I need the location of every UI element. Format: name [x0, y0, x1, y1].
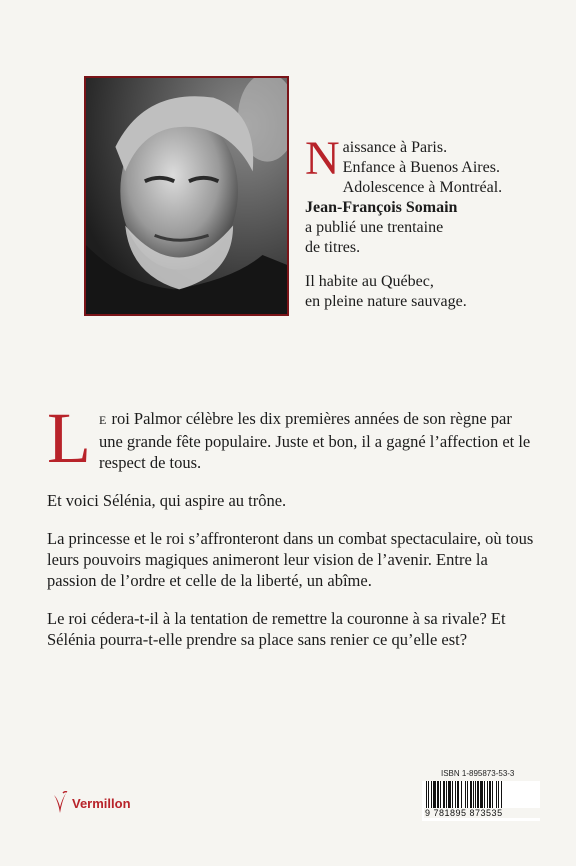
barcode-bars: [422, 781, 540, 811]
bio-line-published: a publié une trentaine: [305, 219, 444, 236]
bio-line-titles: de titres.: [305, 239, 361, 256]
summary-paragraph-4: Le roi cédera-t-il à la tentation de remettre la couronne à sa rivale? Et Sélénia pourra-t-elle prendre sa place sans renier ce qu’elle est?: [47, 609, 506, 649]
summary-paragraph-2: Et voici Sélénia, qui aspire au trône.: [47, 491, 287, 510]
summary-paragraph-1: [47, 398, 537, 478]
bio-line-adolescence: Adolescence à Montréal.: [342, 179, 503, 196]
publisher-logo: [52, 790, 131, 816]
bio-line-lives: Il habite au Québec,: [305, 273, 434, 290]
summary-dropcap: L: [47, 398, 91, 478]
summary-smallcap: E: [98, 413, 108, 427]
author-portrait-image: [86, 78, 287, 314]
summary-paragraph-3: La princesse et le roi s’affronteront dans un combat spectaculaire, où tous leurs pouvoirs magiques animeront leur vision de l’avenir. Entre la passion de l’ordre et celle de la liberté, un abîme.: [47, 529, 534, 590]
bio-line-birth: aissance à Paris.: [342, 139, 448, 156]
isbn-label: ISBN 1-895873-53-3: [441, 769, 515, 778]
bio-dropcap: N: [305, 132, 340, 185]
summary-paragraph-1-text: roi Palmor célèbre les dix premières années de son règne par une grande fête populaire. Juste et bon, il a gagné l’affection et le respect de tous.: [98, 409, 531, 472]
author-name: Jean-François Somain: [305, 199, 458, 216]
bio-line-nature: en pleine nature sauvage.: [305, 293, 467, 310]
barcode-digits: 9 781895 873535: [424, 808, 542, 818]
book-summary: [47, 398, 537, 667]
publisher-name: Vermillon: [72, 795, 131, 811]
vermillon-logo-icon: [52, 791, 68, 815]
author-photo: [84, 76, 289, 316]
author-bio: [305, 132, 545, 312]
bio-line-childhood: Enfance à Buenos Aires.: [342, 159, 500, 176]
